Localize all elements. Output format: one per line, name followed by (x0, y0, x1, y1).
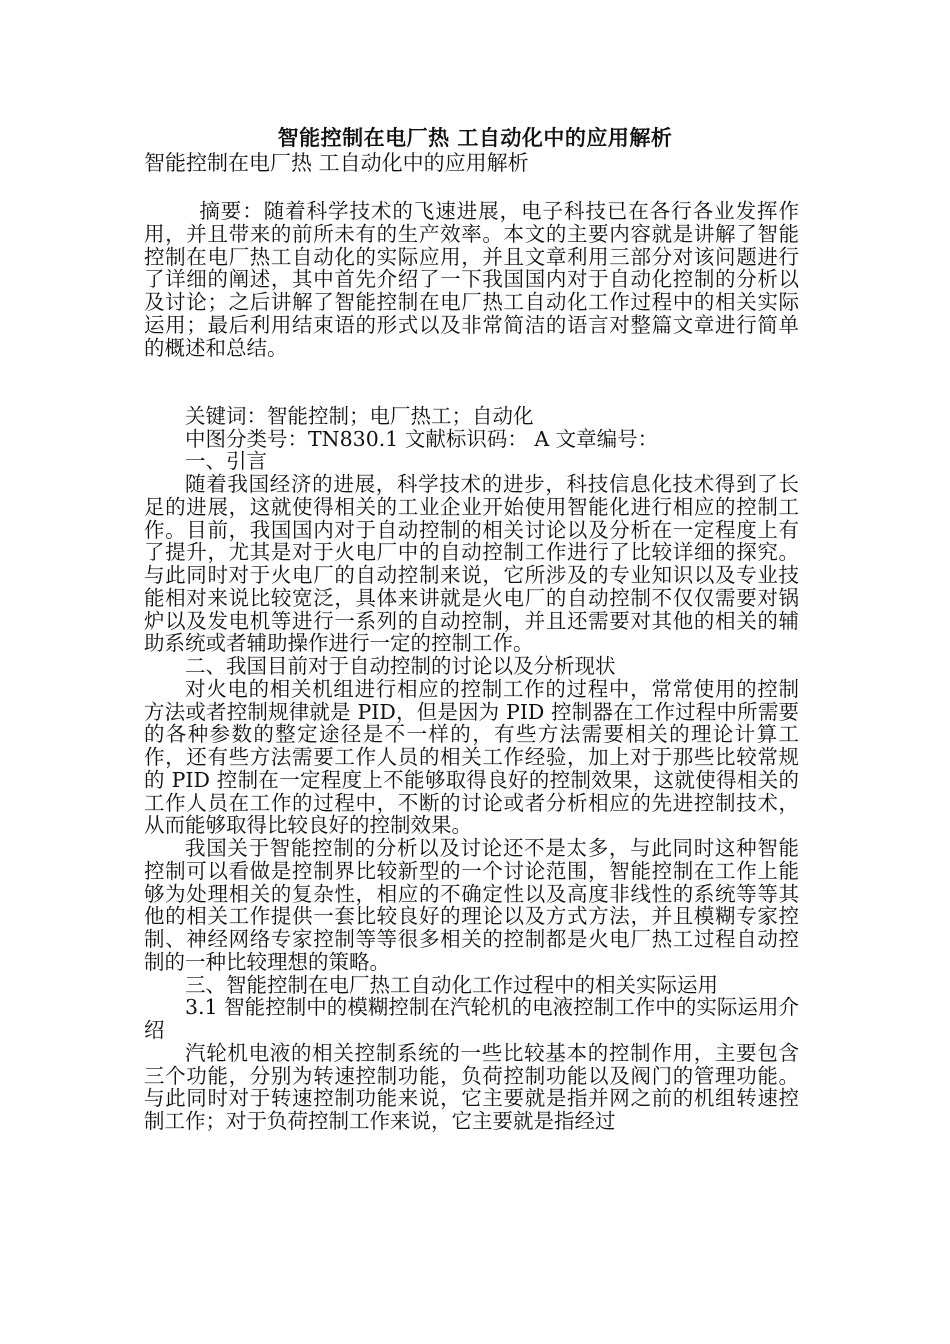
classification-line: 中图分类号：TN830.1 文献标识码： A 文章编号： (185, 426, 659, 451)
section-heading-introduction: 一、引言 (185, 449, 267, 474)
keywords-line: 关键词：智能控制；电厂热工；自动化 (185, 403, 534, 428)
abstract-paragraph: 摘要：随着科学技术的飞速进展，电子科技已在各行各业发挥作用，并且带来的前所未有的生产效率。本文的主要内容就是讲解了智能控制在电厂热工自动化的实际应用，并且文章利用三部分对该问题进行了详细的阐述，其中首先介绍了一下我国国内对于自动化控制的分析以及讨论；之后讲解了智能控制在电厂热工自动化工作过程中的相关实际运用；最后利用结束语的形式以及非常简洁的语言对整篇文章进行简单的概述和总结。 (144, 199, 799, 360)
introduction-paragraph: 随着我国经济的进展，科学技术的进步，科技信息化技术得到了长足的进展，这就使得相关的工业企业开始使用智能化进行相应的控制工作。目前，我国国内对于自动控制的相关讨论以及分析在一定程度上有了提升，尤其是对于火电厂中的自动控制工作进行了比较详细的探究。与此同时对于火电厂的自动控制来说，它所涉及的专业知识以及专业技能相对来说比较宽泛，具体来讲就是火电厂的自动控制不仅仅需要对锅炉以及发电机等进行一系列的自动控制，并且还需要对其他的相关的辅助系统或者辅助操作进行一定的控制工作。 (144, 472, 799, 656)
document-body (144, 200, 799, 1133)
document-subtitle: 智能控制在电厂热 工自动化中的应用解析 (144, 151, 529, 175)
section-heading-current-status: 二、我国目前对于自动控制的讨论以及分析现状 (185, 654, 616, 678)
paragraph-gap (144, 359, 799, 382)
current-status-paragraph-2: 我国关于智能控制的分析以及讨论还不是太多，与此同时这种智能控制可以看做是控制界比较新型的一个讨论范围，智能控制在工作上能够为处理相关的复杂性，相应的不确定性以及高度非线性的系统等等其他的相关工作提供一套比较良好的理论以及方式方法，并且模糊专家控制、神经网络专家控制等等很多相关的控制都是火电厂热工过程自动控制的一种比较理想的策略。 (144, 836, 799, 974)
document-title: 智能控制在电厂热 工自动化中的应用解析 (277, 126, 673, 150)
section-heading-applications: 三、智能控制在电厂热工自动化工作过程中的相关实际运用 (185, 972, 718, 997)
subsection-heading-fuzzy-control: 3.1 智能控制中的模糊控制在汽轮机的电液控制工作中的实际运用介绍 (144, 995, 799, 1042)
current-status-paragraph-1: 对火电的相关机组进行相应的控制工作的过程中，常常使用的控制方法或者控制规律就是 PID，但是因为 PID 控制器在工作过程中所需要的各种参数的整定途径是不一样的，有些方法需要相关的理论计算工作，还有些方法需要工作人员的相关工作经验，加上对于那些比较常规的 PID 控制在一定程度上不能够取得良好的控制效果，这就使得相关的工作人员在工作的过程中，不断的讨论或者分析相应的先进控制技术，从而能够取得比较良好的控制效果。 (144, 676, 799, 838)
paragraph-gap (144, 382, 799, 405)
fuzzy-control-paragraph: 汽轮机电液的相关控制系统的一些比较基本的控制作用，主要包含三个功能，分别为转速控制功能，负荷控制功能以及阀门的管理功能。与此同时对于转速控制功能来说，它主要就是指并网之前的机组转速控制工作；对于负荷控制工作来说，它主要就是指经过 (144, 1040, 799, 1133)
